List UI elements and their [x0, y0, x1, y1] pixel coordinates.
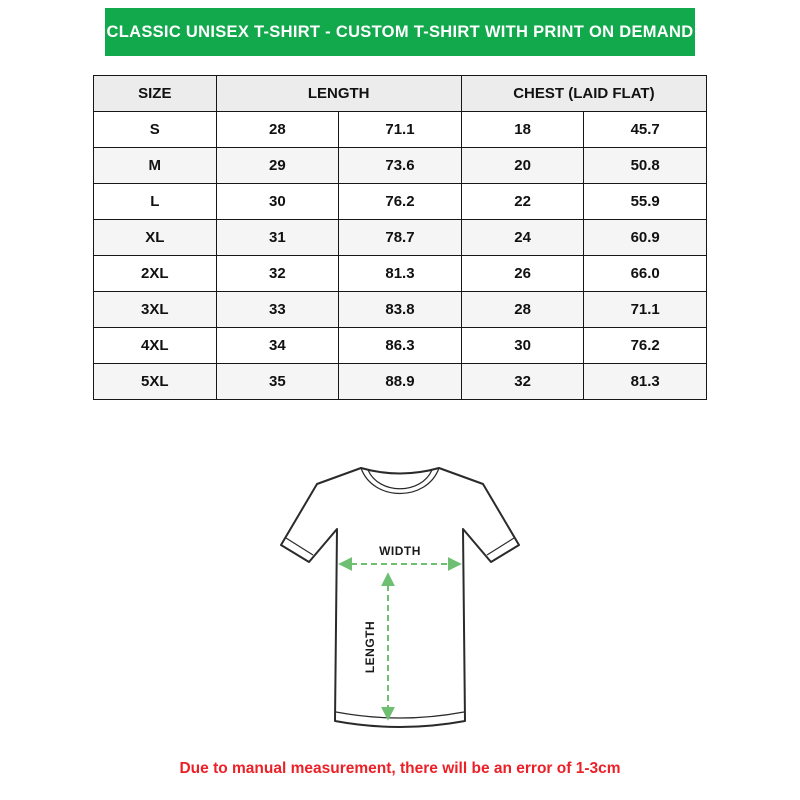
- size-cell: 2XL: [94, 256, 217, 292]
- size-cell: 4XL: [94, 328, 217, 364]
- length-cm-cell: 76.2: [339, 184, 462, 220]
- chest-cm-cell: 81.3: [584, 364, 707, 400]
- size-cell: L: [94, 184, 217, 220]
- table-row: [94, 220, 707, 256]
- chest-in-cell: 24: [461, 220, 584, 256]
- chest-cm-cell: 71.1: [584, 292, 707, 328]
- chest-in-cell: 30: [461, 328, 584, 364]
- length-in-cell: 29: [216, 148, 339, 184]
- tshirt-diagram-svg: [250, 442, 550, 750]
- length-in-cell: 35: [216, 364, 339, 400]
- length-cm-cell: 88.9: [339, 364, 462, 400]
- length-cm-cell: 81.3: [339, 256, 462, 292]
- chest-cm-cell: 76.2: [584, 328, 707, 364]
- table-row: [94, 364, 707, 400]
- chest-in-cell: 26: [461, 256, 584, 292]
- length-label: LENGTH: [363, 620, 377, 674]
- table-row: [94, 148, 707, 184]
- length-cm-cell: 78.7: [339, 220, 462, 256]
- length-cm-cell: 71.1: [339, 112, 462, 148]
- chest-in-cell: 18: [461, 112, 584, 148]
- length-in-cell: 31: [216, 220, 339, 256]
- chest-cm-cell: 45.7: [584, 112, 707, 148]
- size-cell: XL: [94, 220, 217, 256]
- length-cm-cell: 73.6: [339, 148, 462, 184]
- tshirt-measurement-diagram: [0, 442, 800, 750]
- measurement-note: Due to manual measurement, there will be an error of 1-3cm: [179, 760, 621, 777]
- chest-in-cell: 22: [461, 184, 584, 220]
- page-title: CLASSIC UNISEX T-SHIRT - CUSTOM T-SHIRT WITH PRINT ON DEMAND: [106, 22, 694, 41]
- header-chest: CHEST (LAID FLAT): [461, 76, 706, 112]
- chest-in-cell: 20: [461, 148, 584, 184]
- chest-cm-cell: 50.8: [584, 148, 707, 184]
- width-label: WIDTH: [379, 544, 421, 558]
- table-row: [94, 112, 707, 148]
- length-in-cell: 28: [216, 112, 339, 148]
- size-cell: 5XL: [94, 364, 217, 400]
- chest-in-cell: 28: [461, 292, 584, 328]
- table-row: [94, 184, 707, 220]
- size-cell: 3XL: [94, 292, 217, 328]
- table-row: [94, 292, 707, 328]
- header-size: SIZE: [94, 76, 217, 112]
- header-length: LENGTH: [216, 76, 461, 112]
- table-header-row: [94, 76, 707, 112]
- length-cm-cell: 83.8: [339, 292, 462, 328]
- chest-cm-cell: 60.9: [584, 220, 707, 256]
- size-chart-table: [93, 75, 707, 400]
- chest-in-cell: 32: [461, 364, 584, 400]
- chest-cm-cell: 55.9: [584, 184, 707, 220]
- length-in-cell: 34: [216, 328, 339, 364]
- size-cell: S: [94, 112, 217, 148]
- table-row: [94, 328, 707, 364]
- length-in-cell: 32: [216, 256, 339, 292]
- size-cell: M: [94, 148, 217, 184]
- title-banner: [105, 8, 695, 56]
- length-in-cell: 30: [216, 184, 339, 220]
- tshirt-body-outline: [281, 468, 519, 727]
- chest-cm-cell: 66.0: [584, 256, 707, 292]
- table-row: [94, 256, 707, 292]
- length-in-cell: 33: [216, 292, 339, 328]
- length-cm-cell: 86.3: [339, 328, 462, 364]
